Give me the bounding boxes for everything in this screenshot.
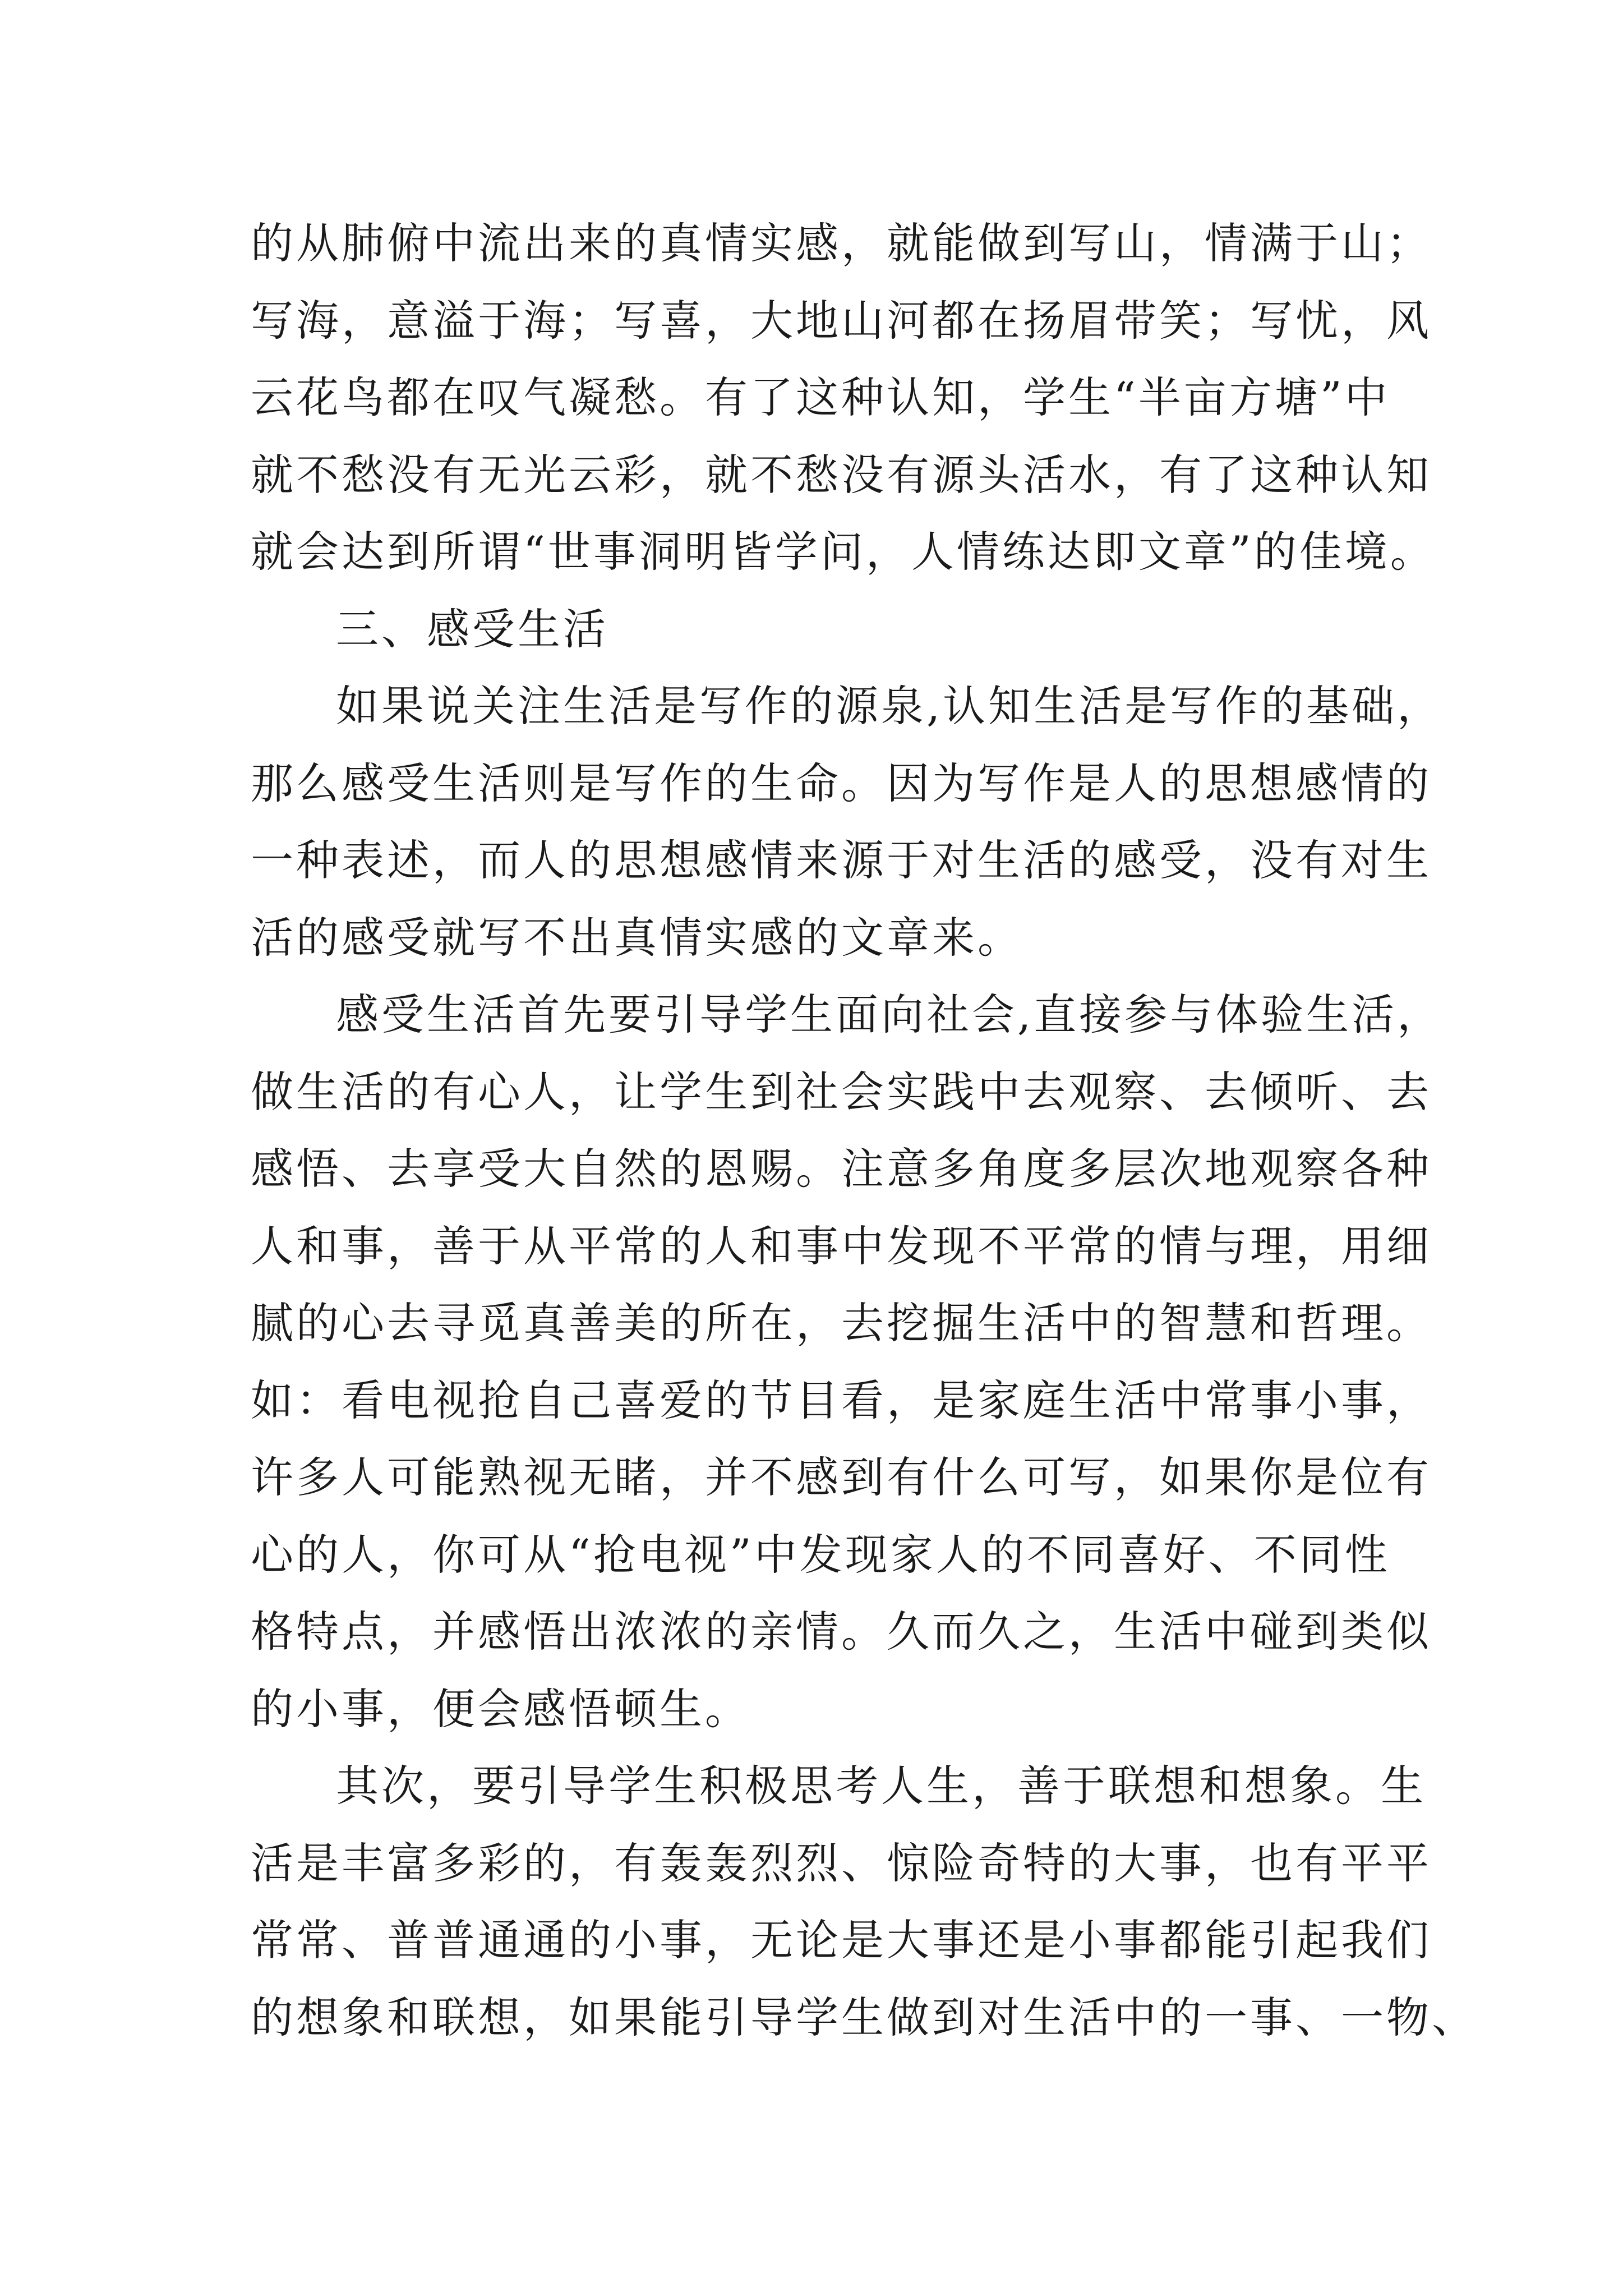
text-line: 的想象和联想，如果能引导学生做到对生活中的一事、一物、 (251, 1992, 1477, 2042)
text-line: 云花鸟都在叹气凝愁。有了这种认知，学生“半亩方塘”中 (251, 372, 1390, 422)
text-line: 做生活的有心人，让学生到社会实践中去观察、去倾听、去 (251, 1066, 1432, 1117)
text-line: 心的人，你可从“抢电视”中发现家人的不同喜好、不同性 (251, 1529, 1390, 1580)
text-line: 如：看电视抢自己喜爱的节目看，是家庭生活中常事小事， (251, 1375, 1432, 1425)
text-line: 的从肺俯中流出来的真情实感，就能做到写山，情满于山； (251, 218, 1432, 268)
text-line: 感悟、去享受大自然的恩赐。注意多角度多层次地观察各种 (251, 1144, 1432, 1194)
text-line: 许多人可能熟视无睹，并不感到有什么可写，如果你是位有 (251, 1452, 1432, 1502)
text-line: 活的感受就写不出真情实感的文章来。 (251, 912, 1023, 963)
text-line: 人和事，善于从平常的人和事中发现不平常的情与理，用细 (251, 1221, 1432, 1271)
text-line: 常常、普普通通的小事，无论是大事还是小事都能引起我们 (251, 1915, 1432, 1965)
paragraph-start: 如果说关注生活是写作的源泉,认知生活是写作的基础， (336, 681, 1443, 731)
text-line: 就会达到所谓“世事洞明皆学问，人情练达即文章”的佳境。 (251, 527, 1436, 577)
paragraph-start: 感受生活首先要引导学生面向社会,直接参与体验生活， (336, 990, 1443, 1039)
text-line: 那么感受生活则是写作的生命。因为写作是人的思想感情的 (251, 758, 1432, 808)
text-line: 腻的心去寻觅真善美的所在，去挖掘生活中的智慧和哲理。 (251, 1298, 1432, 1348)
paragraph-start: 其次，要引导学生积极思考人生，善于联想和想象。生 (336, 1761, 1426, 1811)
text-line: 一种表述，而人的思想感情来源于对生活的感受，没有对生 (251, 835, 1432, 885)
body-text (251, 205, 1477, 2056)
text-line: 格特点，并感悟出浓浓的亲情。久而久之，生活中碰到类似 (251, 1607, 1432, 1657)
section-heading: 三、感受生活 (336, 604, 608, 654)
text-line: 活是丰富多彩的，有轰轰烈烈、惊险奇特的大事，也有平平 (251, 1838, 1432, 1888)
text-line: 的小事，便会感悟顿生。 (251, 1683, 750, 1734)
text-line: 写海，意溢于海；写喜，大地山河都在扬眉带笑；写忧，风 (251, 295, 1432, 346)
text-line: 就不愁没有无光云彩，就不愁没有源头活水，有了这种认知 (251, 449, 1432, 500)
